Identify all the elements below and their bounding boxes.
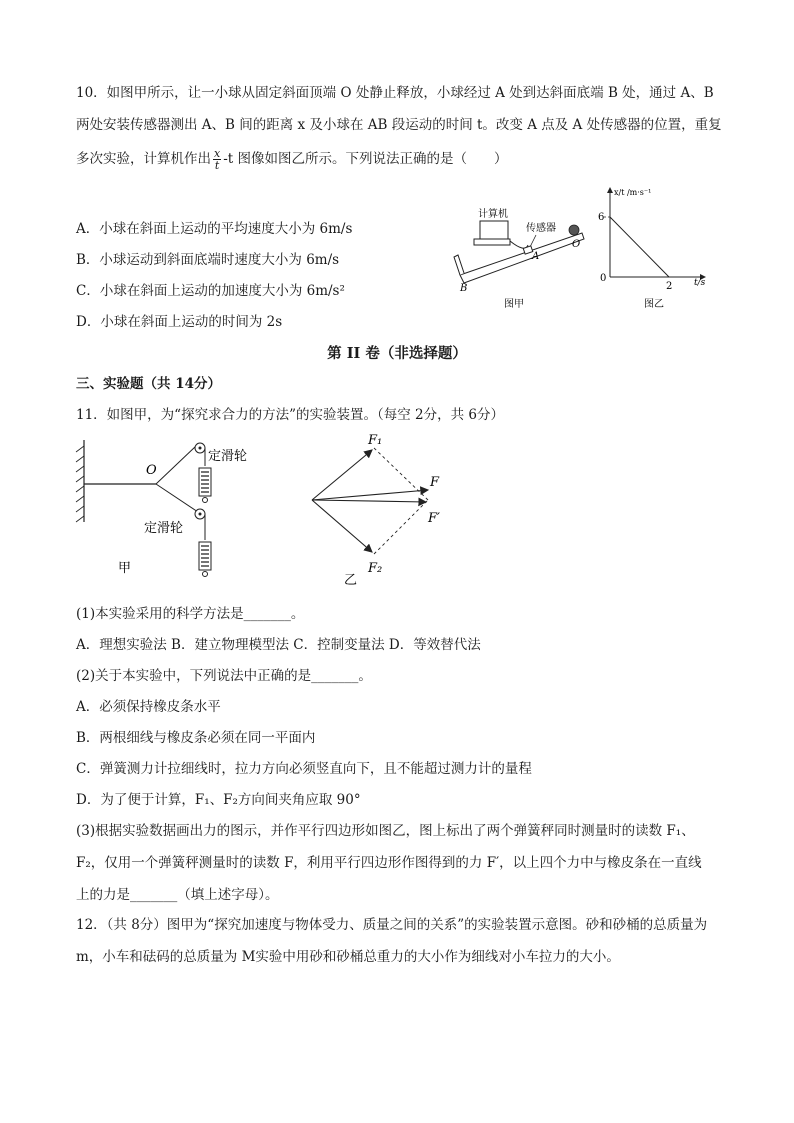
q10-option-d: D．小球在斜面上运动的时间为 2s <box>76 314 283 330</box>
label-F: F <box>430 475 440 490</box>
q11-part2-option-a: A．必须保持橡皮条水平 <box>76 699 221 715</box>
y-tick-6: 6 <box>598 212 605 223</box>
origin-label: 0 <box>600 273 607 284</box>
force-F-arrow <box>312 490 428 500</box>
force-F2-arrow <box>312 500 372 552</box>
section2-title: 第 II 卷（非选择题） <box>327 345 467 362</box>
q10-option-a: A．小球在斜面上运动的平均速度大小为 6m/s <box>76 221 353 237</box>
y-axis-label: x/t /m·s⁻¹ <box>614 188 652 197</box>
q10-line3-post: -t 图像如图乙所示。下列说法正确的是（ ） <box>223 151 508 167</box>
q12-line1: 12．（共 8分）图甲为“探究加速度与物体受力、质量之间的关系”的实验装置示意图。砂和砂桶的总质量为 <box>76 917 708 933</box>
figure-yi-caption: 图乙 <box>644 299 664 310</box>
lower-spring-scale-icon <box>199 542 211 577</box>
figure-jia-caption-11: 甲 <box>118 561 132 576</box>
section3-title: 三、实验题（共 14分） <box>76 376 221 392</box>
q10-option-c: C．小球在斜面上运动的加速度大小为 6m/s² <box>76 283 345 299</box>
q11-part3-line1: (3)根据实验数据画出力的图示，并作平行四边形如图乙，图上标出了两个弹簧秤同时测量时的读数 F₁、 <box>76 823 695 839</box>
label-A: A <box>532 251 540 262</box>
label-F2: F₂ <box>368 561 383 576</box>
q11-part3-line3: 上的力是_______（填上述字母）。 <box>76 887 279 903</box>
force-F-prime-arrow <box>312 500 426 502</box>
q10-figure-jia <box>450 195 590 315</box>
label-F-prime: F′ <box>428 511 440 526</box>
q12-line2: m，小车和砝码的总质量为 M实验中用砂和砂桶总重力的大小作为细线对小车拉力的大小。 <box>76 949 620 965</box>
q11-part2-option-b: B．两根细线与橡皮条必须在同一平面内 <box>76 730 316 746</box>
graph-line <box>610 217 669 277</box>
label-O: O <box>572 239 581 250</box>
computer-label: 计算机 <box>478 209 508 220</box>
computer-icon <box>474 221 510 245</box>
q11-intro: 11．如图甲，为“探究求合力的方法”的实验装置。（每空 2分，共 6分） <box>76 407 504 423</box>
q10-line3-pre: 多次实验，计算机作出 <box>76 151 211 167</box>
force-F1-arrow <box>312 450 372 500</box>
q10-line1: 10．如图甲所示，让一小球从固定斜面顶端 O 处静止释放，小球经过 A 处到达斜面底端 B 处，通过 A、B <box>76 85 714 101</box>
q10-option-b: B．小球运动到斜面底端时速度大小为 6m/s <box>76 252 340 268</box>
x-over-t-fraction <box>213 148 221 171</box>
upper-pulley-label: 定滑轮 <box>208 449 248 464</box>
q10-figure-yi <box>590 185 720 315</box>
label-F1: F₁ <box>368 433 383 448</box>
fraction-numerator: x <box>214 147 221 160</box>
q11-part1: (1)本实验采用的科学方法是_______。 <box>76 606 305 622</box>
point-O-label: O <box>146 463 157 478</box>
sensor-label: 传感器 <box>526 223 556 234</box>
q11-part2: (2)关于本实验中，下列说法中正确的是_______。 <box>76 668 372 684</box>
x-tick-2: 2 <box>666 281 673 292</box>
q11-figure-jia <box>70 432 270 592</box>
q10-line3 <box>76 148 508 171</box>
fraction-denominator: t <box>214 159 220 172</box>
q11-part2-option-d: D．为了便于计算，F₁、F₂方向间夹角应取 90° <box>76 792 361 808</box>
figure-jia-caption: 图甲 <box>504 299 524 310</box>
ball-icon <box>569 225 579 235</box>
q10-line2: 两处安装传感器测出 A、B 间的距离 x 及小球在 AB 段运动的时间 t。改变 A 点及 A 处传感器的位置，重复 <box>76 117 722 133</box>
q11-part1-options: A．理想实验法 B．建立物理模型法 C．控制变量法 D．等效替代法 <box>76 637 481 653</box>
q11-part2-option-c: C．弹簧测力计拉细线时，拉力方向必须竖直向下，且不能超过测力计的量程 <box>76 761 532 777</box>
label-B: B <box>460 283 468 294</box>
x-axis-label: t/s <box>694 278 706 288</box>
figure-yi-caption-11: 乙 <box>344 573 358 588</box>
q11-figure-yi <box>300 432 470 590</box>
upper-spring-scale-icon <box>199 468 211 503</box>
q11-part3-line2: F₂，仅用一个弹簧秤测量时的读数 F，利用平行四边形作图得到的力 F′，以上四个力中与橡皮条在一直线 <box>76 855 702 871</box>
lower-pulley-label: 定滑轮 <box>144 521 184 536</box>
